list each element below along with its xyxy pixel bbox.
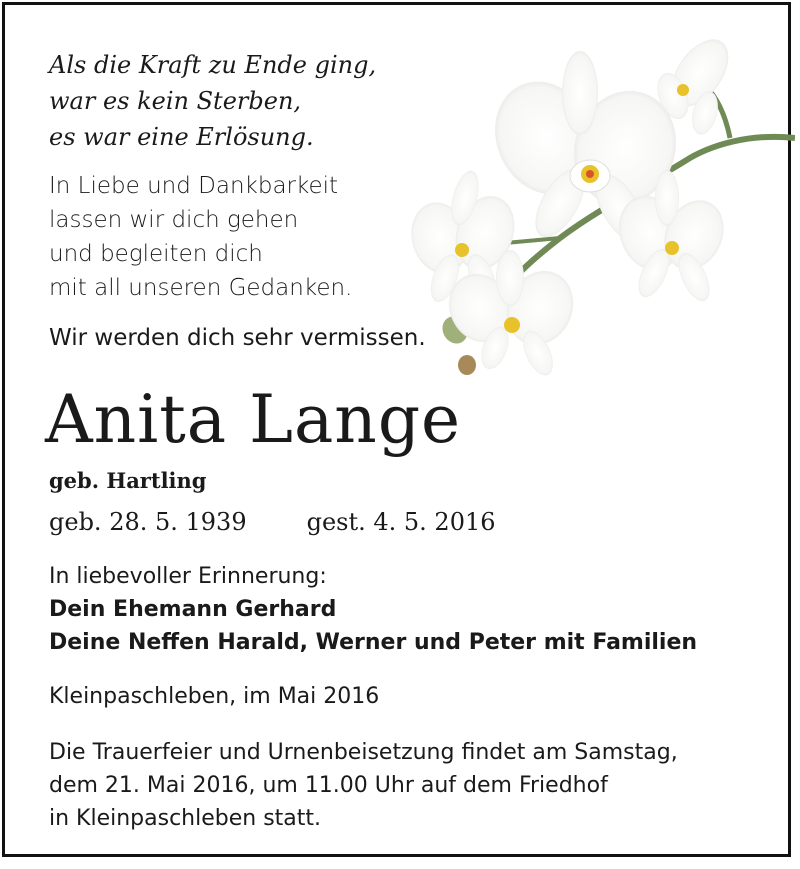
maiden-name: geb. Hartling [49, 468, 207, 493]
service-line: in Kleinpaschleben statt. [49, 806, 322, 831]
death-date: gest. 4. 5. 2016 [306, 508, 496, 536]
dedication-line: mit all unseren Gedanken. [49, 275, 353, 301]
service-line: dem 21. Mai 2016, um 11.00 Uhr auf dem Friedhof [49, 773, 608, 798]
poem-line: war es kein Sterben, [49, 87, 302, 115]
family-section [49, 560, 697, 659]
poem-line: Als die Kraft zu Ende ging, [49, 51, 377, 79]
birth-date: geb. 28. 5. 1939 [49, 508, 247, 536]
service-line: Die Trauerfeier und Urnenbeisetzung findet am Samstag, [49, 740, 678, 765]
family-intro: In liebevoller Erinnerung: [49, 564, 327, 589]
dedication-line: In Liebe und Dankbarkeit [49, 173, 339, 199]
dedication [49, 169, 352, 305]
family-member: Deine Neffen Harald, Werner und Peter mit Familien [49, 630, 698, 655]
dedication-line: und begleiten dich [49, 241, 263, 267]
family-member: Dein Ehemann Gerhard [49, 597, 337, 622]
funeral-service [49, 736, 678, 835]
obituary-frame [2, 2, 791, 857]
poem-line: es war eine Erlösung. [49, 123, 314, 151]
dedication-line: lassen wir dich gehen [49, 207, 299, 233]
life-dates [49, 505, 496, 539]
poem [49, 47, 376, 155]
white-orchid-icon [410, 33, 795, 378]
place-date: Kleinpaschleben, im Mai 2016 [49, 684, 380, 709]
deceased-name: Anita Lange [45, 381, 462, 458]
miss-text: Wir werden dich sehr vermissen. [49, 325, 426, 351]
